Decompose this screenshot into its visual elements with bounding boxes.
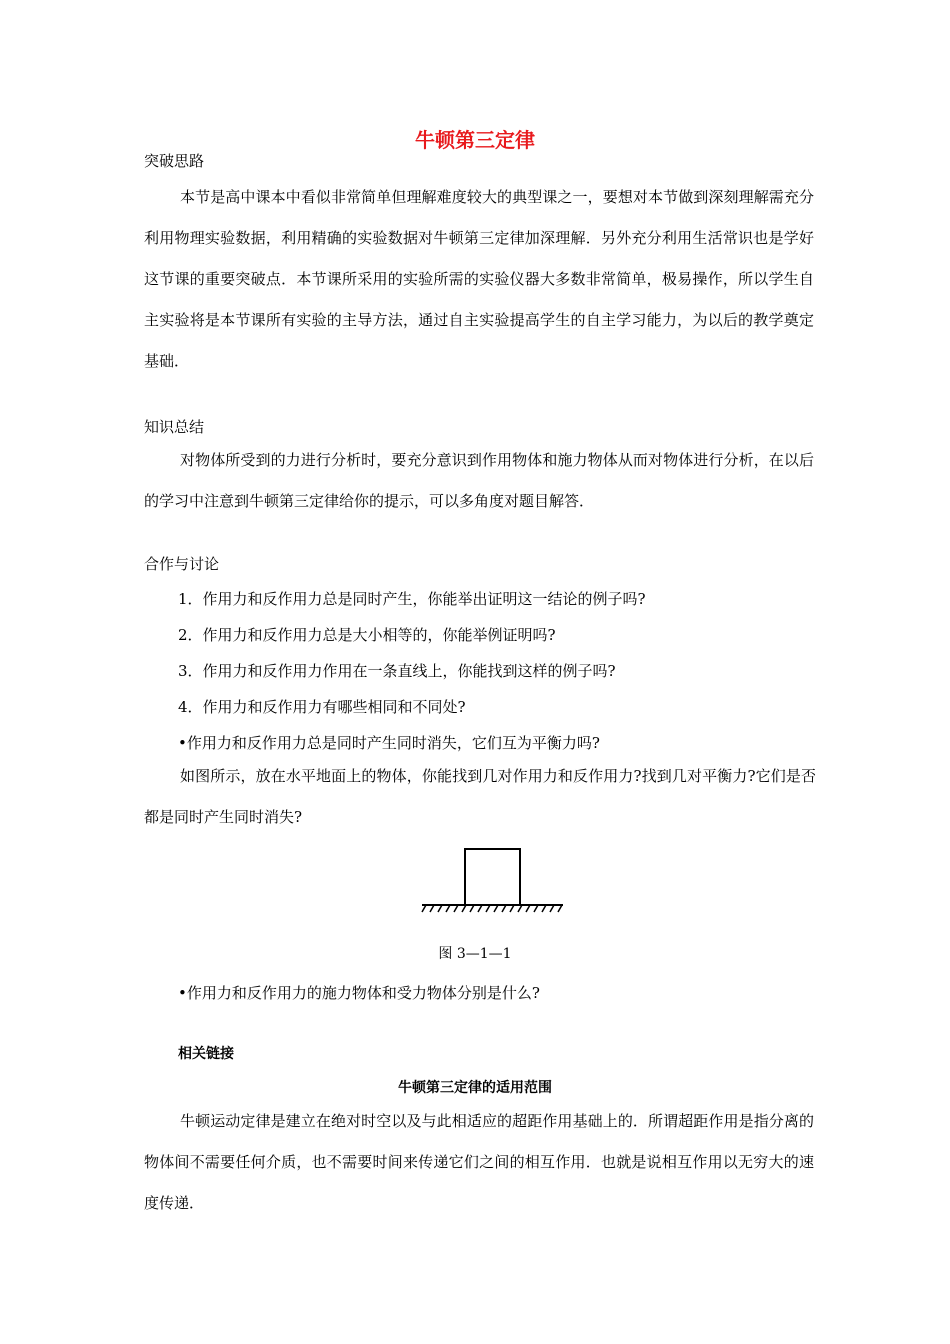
section-heading-summary: 知识总结: [144, 418, 205, 436]
block-shape: [465, 849, 520, 905]
figure-question: 如图所示，放在水平地面上的物体，你能找到几对作用力和反作用力?找到几对平衡力?它们是否都是同时产生同时消失?: [144, 767, 816, 826]
discussion-item-4: 4．作用力和反作用力有哪些相同和不同处?: [178, 698, 466, 716]
paragraph-breakthrough: 本节是高中课本中看似非常简单但理解难度较大的典型课之一，要想对本节做到深刻理解需充分利用物理实验数据，利用精确的实验数据对牛顿第三定律加深理解．另外充分利用生活常识也是学好这节课的重要突破点．本节课所采用的实验所需的实验仪器大多数非常简单，极易操作，所以学生自主实验将是本节课所有实验的主导方法，通过自主实验提高学生的自主学习能力，为以后的教学奠定基础．: [144, 188, 814, 370]
related-subtitle: 牛顿第三定律的适用范围: [398, 1080, 552, 1096]
block-on-ground-figure: [420, 845, 570, 915]
paragraph-related: 牛顿运动定律是建立在绝对时空以及与此相适应的超距作用基础上的．所谓超距作用是指分离的物体间不需要任何介质，也不需要时间来传递它们之间的相互作用．也就是说相互作用以无穷大的速度传递．: [144, 1112, 814, 1212]
discussion-item-1: 1．作用力和反作用力总是同时产生，你能举出证明这一结论的例子吗?: [178, 590, 646, 608]
bullet-balance-question: •作用力和反作用力总是同时产生同时消失，它们互为平衡力吗?: [178, 734, 600, 752]
figure-caption: 图 3—1—1: [438, 946, 512, 962]
paragraph-summary: 对物体所受到的力进行分析时，要充分意识到作用物体和施力物体从而对物体进行分析，在以后的学习中注意到牛顿第三定律给你的提示，可以多角度对题目解答．: [144, 451, 814, 510]
section-heading-discussion: 合作与讨论: [144, 555, 220, 573]
ground-hatching: [422, 905, 562, 912]
bullet-force-objects-question: •作用力和反作用力的施力物体和受力物体分别是什么?: [178, 984, 540, 1002]
page-title: 牛顿第三定律: [415, 128, 535, 152]
section-heading-breakthrough: 突破思路: [144, 152, 205, 170]
section-heading-related: 相关链接: [178, 1046, 234, 1062]
discussion-item-2: 2．作用力和反作用力总是大小相等的，你能举例证明吗?: [178, 626, 556, 644]
discussion-item-3: 3．作用力和反作用力作用在一条直线上，你能找到这样的例子吗?: [178, 662, 616, 680]
